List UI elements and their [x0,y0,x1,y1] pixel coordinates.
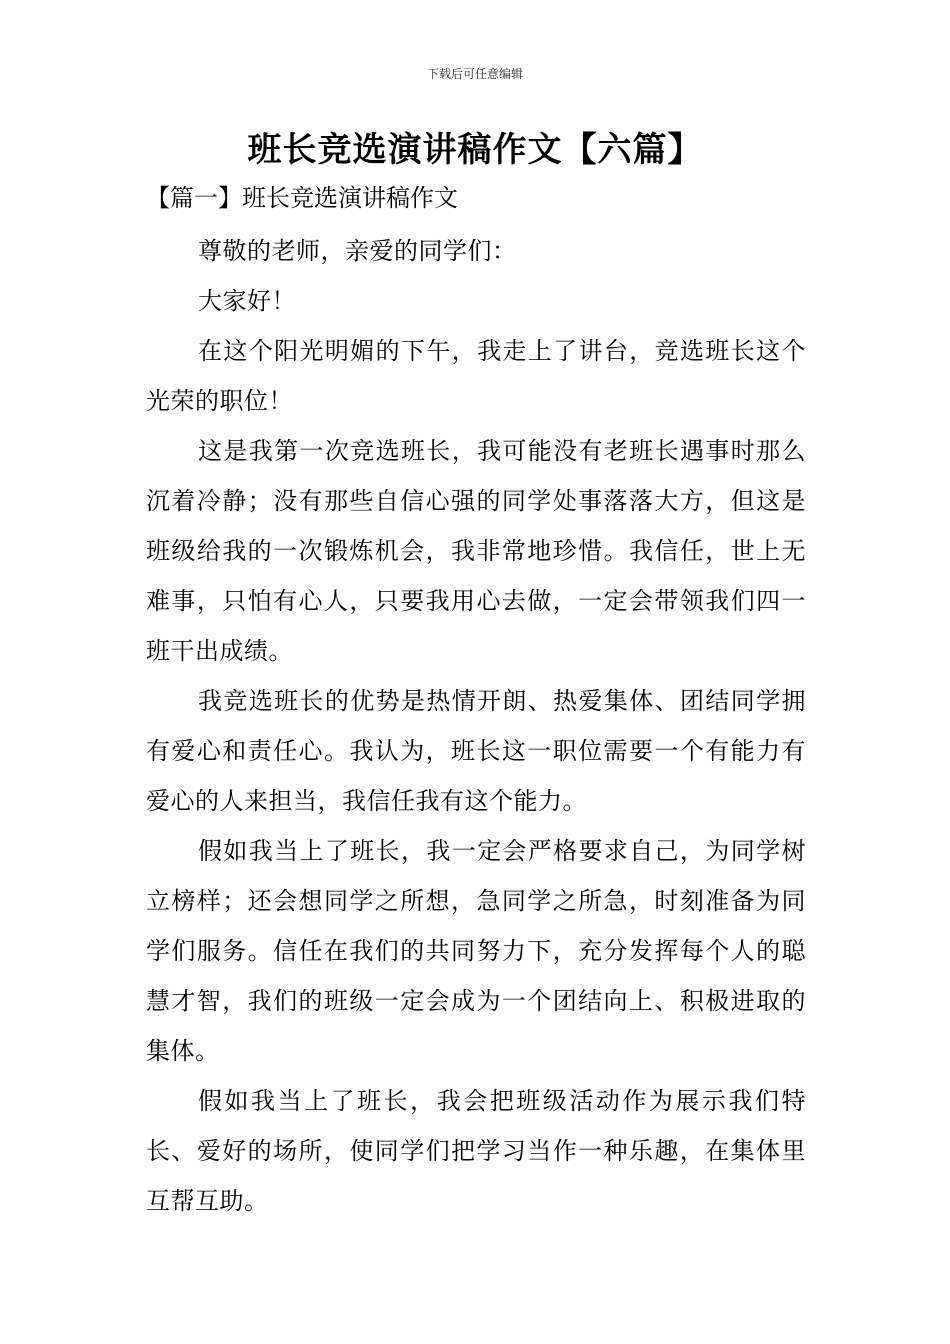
paragraph-salutation: 尊敬的老师，亲爱的同学们： [198,237,517,265]
section-heading: 【篇一】班长竞选演讲稿作文 [146,184,458,212]
document-title: 班长竞选演讲稿作文【六篇】 [247,130,703,170]
paragraph: 假如我当上了班长，我一定会严格要求自己，为同学树立榜样；还会想同学之所想，急同学之所急，时刻准备为同学们服务。信任在我们的共同努力下，充分发挥每个人的聪慧才智，我们的班级一定会成为一个团结向上、积极进取的集体。 [146,837,806,1065]
paragraph: 我竞选班长的优势是热情开朗、热爱集体、团结同学拥有爱心和责任心。我认为，班长这一职位需要一个有能力有爱心的人来担当，我信任我有这个能力。 [146,687,806,815]
paragraph: 假如我当上了班长，我会把班级活动作为展示我们特长、爱好的场所，使同学们把学习当作一种乐趣，在集体里互帮互助。 [146,1087,806,1215]
header-note: 下载后可任意编辑 [426,67,523,81]
paragraph: 在这个阳光明媚的下午，我走上了讲台，竞选班长这个光荣的职位！ [146,337,806,415]
paragraph: 这是我第一次竞选班长，我可能没有老班长遇事时那么沉着冷静；没有那些自信心强的同学处事落落大方，但这是班级给我的一次锻炼机会，我非常地珍惜。我信任，世上无难事，只怕有心人，只要我用心去做，一定会带领我们四一班干出成绩。 [146,437,806,665]
body-text [146,226,806,1226]
paragraph-greeting: 大家好！ [198,287,296,315]
